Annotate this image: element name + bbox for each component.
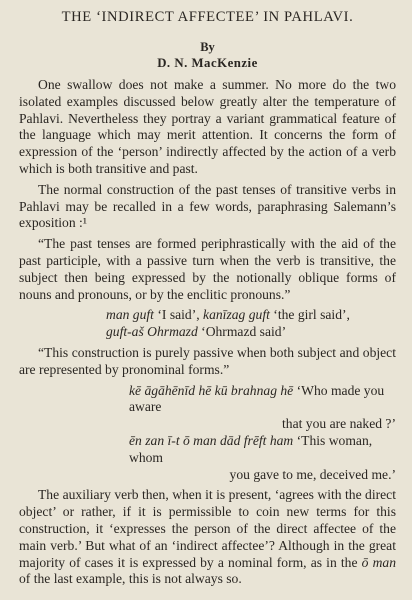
quote-passive: “This construction is purely passive when both subject and object are represented by pronominal forms.” bbox=[19, 344, 396, 377]
paragraph-auxiliary bbox=[19, 487, 396, 588]
example-line bbox=[106, 307, 396, 324]
gloss-continuation: that you are naked ?’ bbox=[282, 416, 396, 432]
gloss-text: ‘This woman, whom bbox=[129, 432, 373, 465]
example-line bbox=[129, 383, 396, 433]
example-block-1 bbox=[19, 307, 396, 341]
quote-salemann: “The past tenses are formed periphrastically with the aid of the past participle, with a passive turn when the verb is transitive, the subject then being expressed by the notionally oblique forms of nouns and pronouns, or by the enclitic pronouns.” bbox=[19, 236, 396, 302]
gloss-text: ‘Ohrmazd said’ bbox=[197, 324, 287, 340]
gloss-continuation: you gave to me, deceived me.’ bbox=[229, 466, 396, 482]
byline-by: By bbox=[200, 40, 215, 54]
paragraph-construction: The normal construction of the past tenses of transitive verbs in Pahlavi may be recalled in a few words, paraphrasing Salemann’s exposition :¹ bbox=[19, 181, 396, 231]
gloss-text: ‘Who made you aware bbox=[129, 382, 385, 415]
pahlavi-text: man guft bbox=[106, 307, 154, 323]
example-block-2 bbox=[19, 383, 396, 484]
paragraph-text: The auxiliary verb then, when it is present, ‘agrees with the direct object’ or rather, if it is permissible to coin new terms for this construction, it ‘expresses the person of the direct affectee of the main verb.’ But what of an ‘indirect affectee’? Although in the great majority of cases it is expressed by a nominal form, as in the bbox=[19, 487, 396, 570]
author-name: D. N. MacKenzie bbox=[157, 56, 258, 70]
example-line bbox=[106, 324, 396, 341]
pahlavi-text: ēn zan ī-t ō man dād frēft ham bbox=[129, 432, 294, 448]
gloss-text: ‘the girl said’, bbox=[269, 307, 350, 323]
gloss-text: ‘I said’, bbox=[153, 307, 204, 323]
paragraph-intro: One swallow does not make a summer. No more do the two isolated examples discussed below greatly alter the temperature of Pahlavi. Nevertheless they portray a variant grammatical feature of the language which may merit attention. It concerns the form of expression of the ‘person’ indirectly affected by the action of a verb which is both transitive and past. bbox=[19, 77, 396, 176]
pahlavi-text: kanīzag guft bbox=[203, 307, 270, 323]
pahlavi-text: kē āgāhēnīd hē kū brahnag hē bbox=[129, 382, 294, 398]
pahlavi-text: ō man bbox=[361, 554, 397, 570]
paragraph-text: of the last example, this is not always so. bbox=[19, 571, 242, 587]
pahlavi-text: guft-aš Ohrmazd bbox=[106, 324, 198, 340]
article-title: THE ‘INDIRECT AFFECTEE’ IN PAHLAVI. bbox=[61, 9, 354, 25]
example-line bbox=[129, 433, 396, 483]
